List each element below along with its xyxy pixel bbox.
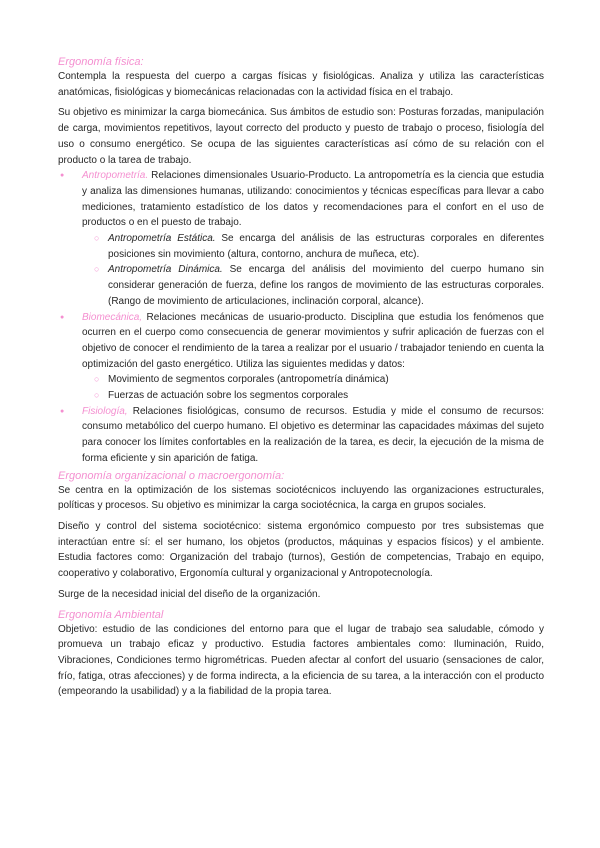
fisica-paragraph-2: Su objetivo es minimizar la carga biomecánica. Sus ámbitos de estudio son: Posturas forzadas, manipulación de carga, movimientos repetitivos, layout correcto del producto y puesto de trabajo o proceso, fisiología del uso o consumo energético. Se ocupa de las siguientes características así cómo de su relación con el producto o la tarea de trabajo. <box>58 107 544 166</box>
organizacional-paragraph-1: Se centra en la optimización de los sistemas sociotécnicos incluyendo las organizaciones estructurales, políticas y procesos. Su objetivo es minimizar la carga sociotécnica, la carga en grupos sociales. <box>58 484 544 512</box>
heading-ergonomia-organizacional: Ergonomía organizacional o macroergonomía: <box>58 469 285 482</box>
antropometria-sublist <box>82 231 544 310</box>
heading-ergonomia-ambiental: Ergonomía Ambiental <box>58 608 164 621</box>
heading-ergonomia-fisica: Ergonomía física: <box>58 56 144 68</box>
antropometria-text: Relaciones dimensionales Usuario-Producto. La antropometría es la ciencia que estudia y analiza las dimensiones humanas, utilizando: conocimientos y técnicas específicas para llevar a cabo mediciones, tratamiento estadístico de los datos y recomendaciones para el confort en el uso de productos o en el puesto de trabajo. <box>82 170 544 229</box>
ambiental-paragraph-1: Objetivo: estudio de las condiciones del entorno para que el lugar de trabajo sea saludable, cómodo y promueva un trabajo eficaz y productivo. Estudia factores ambientales como: Iluminación, Ruido, Vibraciones, Condiciones termo higrométricas. Pueden afectar al confort del usuario (sensaciones de calor, frío, fatiga, otras afecciones) y de forma indirecta, a la eficiencia de su tarea, a la interacción con el producto (empeorando la usabilidad) y a la fiabilidad de la propia tarea. <box>58 623 544 698</box>
fisiologia-text: Relaciones fisiológicas, consumo de recursos. Estudia y mide el consumo de recursos: consumo metabólico del cuerpo humano. El objetivo es determinar las capacidades máximas del sujeto para conocer los límites confortables en la realización de la tarea, es decir, la ejecución de la misma de forma eficiente y sin aparición de fatiga. <box>82 405 544 464</box>
fisica-list <box>58 168 544 466</box>
sublist-item-dinamica <box>82 262 544 309</box>
organizacional-paragraph-3: Surge de la necesidad inicial del diseño de la organización. <box>58 588 321 600</box>
biomecanica-sublist <box>82 372 544 403</box>
biomecanica-text: Relaciones mecánicas de usuario-producto. Disciplina que estudia los fenómenos que ocurren en el cuerpo como consecuencia de generar movimientos y sufrir aplicación de fuerzas con el objetivo de conocer el rendimiento de la tarea a realizar por el usuario / trabajador teniendo en cuenta la optimización del gasto energético. Utiliza las siguientes medidas y datos: <box>82 311 544 370</box>
estatica-text: Se encarga del análisis de las estructuras corporales en diferentes posiciones sin movimiento (altura, contorno, anchura de muñeca, etc). <box>108 233 544 260</box>
fuerzas-text: Fuerzas de actuación sobre los segmentos corporales <box>108 390 349 402</box>
term-fisiologia: Fisiología, <box>82 405 128 417</box>
fisica-paragraph-1: Contempla la respuesta del cuerpo a cargas físicas y fisiológicas. Analiza y utiliza las características anatómicas, fisiológicas y biomecánicas relacionadas con la actividad física en el trabajo. <box>58 71 544 98</box>
dinamica-text: Se encarga del análisis del movimiento del cuerpo humano sin considerar generación de fuerza, define los rangos de movimiento de las estructuras corporales. (Rango de movimiento de articulaciones, inclinación corporal, alcance). <box>108 264 544 307</box>
sublist-item-fuerzas <box>82 388 544 404</box>
list-item-antropometria <box>58 168 544 309</box>
document-page <box>58 55 544 705</box>
organizacional-paragraph-2: Diseño y control del sistema sociotécnico: sistema ergonómico compuesto por tres subsistemas que interactúan entre sí: el ser humano, los objetos (productos, máquinas y espacios físicos) y el ambiente. Estudia factores como: Organización del trabajo (turnos), Gestión de competencias, Trabajo en equipo, cooperativo y colaborativo, Ergonomía cultural y organizacional y Antropotecnología. <box>58 520 544 580</box>
list-item-biomecanica <box>58 310 544 404</box>
term-antropometria: Antropometría. <box>82 170 149 182</box>
sublist-item-estatica <box>82 231 544 262</box>
list-item-fisiologia <box>58 404 544 467</box>
movimiento-text: Movimiento de segmentos corporales (antropometría dinámica) <box>108 374 389 386</box>
term-dinamica: Antropometría Dinámica. <box>108 264 223 276</box>
term-biomecanica: Biomecánica, <box>82 311 143 323</box>
sublist-item-movimiento <box>82 372 544 388</box>
term-estatica: Antropometría Estática. <box>108 233 216 245</box>
